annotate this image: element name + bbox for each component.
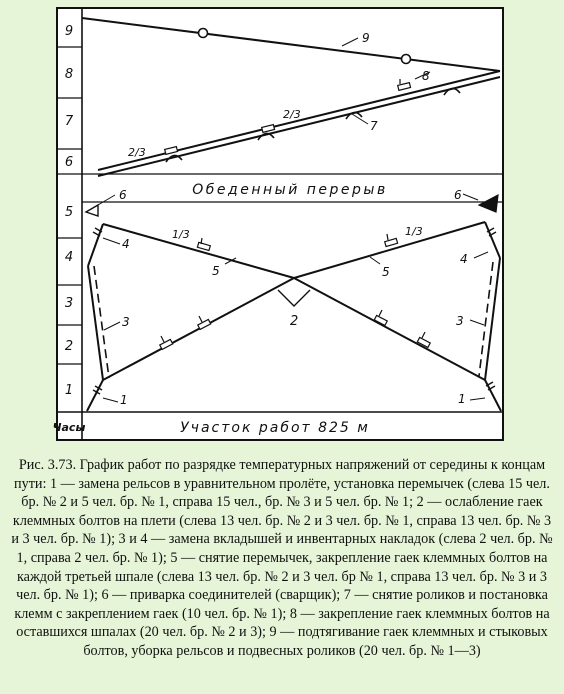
figure-caption xyxy=(10,456,554,661)
hour-tick-3: 3 xyxy=(64,296,74,311)
label-9: 9 xyxy=(362,31,370,45)
label-3-right: 3 xyxy=(456,314,464,328)
line-9-marker xyxy=(402,55,411,64)
hour-tick-2: 2 xyxy=(64,339,74,354)
hour-tick-6: 6 xyxy=(64,155,74,170)
label-2: 2 xyxy=(290,314,299,329)
fraction-2-3-left: 2/3 xyxy=(128,146,146,159)
fraction-1-3-right: 1/3 xyxy=(405,225,423,238)
label-6-left: 6 xyxy=(119,188,127,202)
label-4-right: 4 xyxy=(460,252,468,266)
hours-axis-label: Часы xyxy=(52,421,86,434)
label-3-left: 3 xyxy=(122,315,130,329)
label-5-right: 5 xyxy=(382,265,390,279)
label-5-left: 5 xyxy=(212,264,220,278)
diagram-frame xyxy=(57,8,503,440)
line-9-marker xyxy=(199,29,208,38)
hour-ticks xyxy=(65,24,74,398)
label-1-left: 1 xyxy=(120,393,128,407)
hour-tick-8: 8 xyxy=(64,67,74,82)
label-8: 8 xyxy=(422,69,430,83)
label-7: 7 xyxy=(370,119,378,133)
lunch-break-label: Обеденный перерыв xyxy=(192,182,388,198)
fraction-2-3-mid: 2/3 xyxy=(283,108,301,121)
hour-tick-5: 5 xyxy=(64,205,74,220)
fraction-1-3-left: 1/3 xyxy=(172,228,190,241)
label-4-left: 4 xyxy=(122,237,130,251)
work-section-label: Участок работ 825 м xyxy=(180,420,370,436)
hour-tick-9: 9 xyxy=(64,24,74,39)
hour-tick-4: 4 xyxy=(64,250,74,265)
hour-tick-1: 1 xyxy=(64,383,74,398)
label-6-right: 6 xyxy=(454,188,462,202)
label-1-right: 1 xyxy=(458,392,466,406)
hour-tick-7: 7 xyxy=(64,114,74,129)
figure-caption-text: Рис. 3.73. График работ по разрядке температурных напряжений от середины к концам пути: 1 — замена рельсов в уравнительном пролёте, установка перемычек (слева 15 чел. бр. № 2 и 5 чел. бр. № 1, справа 15 чел., бр. № 3 и 5 чел. бр. № 1; 2 — ослабление гаек клеммных болтов на плети (слева 13 чел. бр. № 2 и 3 чел. бр. № 1, справа 13 чел. бр. № 3 и 3 чел. бр. № 1); 3 и 4 — замена вкладышей и инвентарных накладок (слева 2 чел. бр. № 1, справа 2 чел. бр. № 1); 5 — снятие перемычек, закрепление гаек клеммных болтов на каждой третьей шпале (слева 13 чел. бр. № 2 и 3 чел. бр № 1, справа 13 чел. бр. № 3 и 3 чел. бр. № 1); 6 — приварка соединителей (сварщик); 7 — снятие роликов и постановка клемм с закреплением гаек (10 чел. бр. № 1); 8 — закрепление гаек клеммных болтов на оставшихся шпалах (20 чел. бр. № 2 и 3); 9 — подтягивание гаек клеммных и стыковых болтов, уборка рельсов и подвесных роликов (20 чел. бр. № 1—3) xyxy=(11,457,553,659)
